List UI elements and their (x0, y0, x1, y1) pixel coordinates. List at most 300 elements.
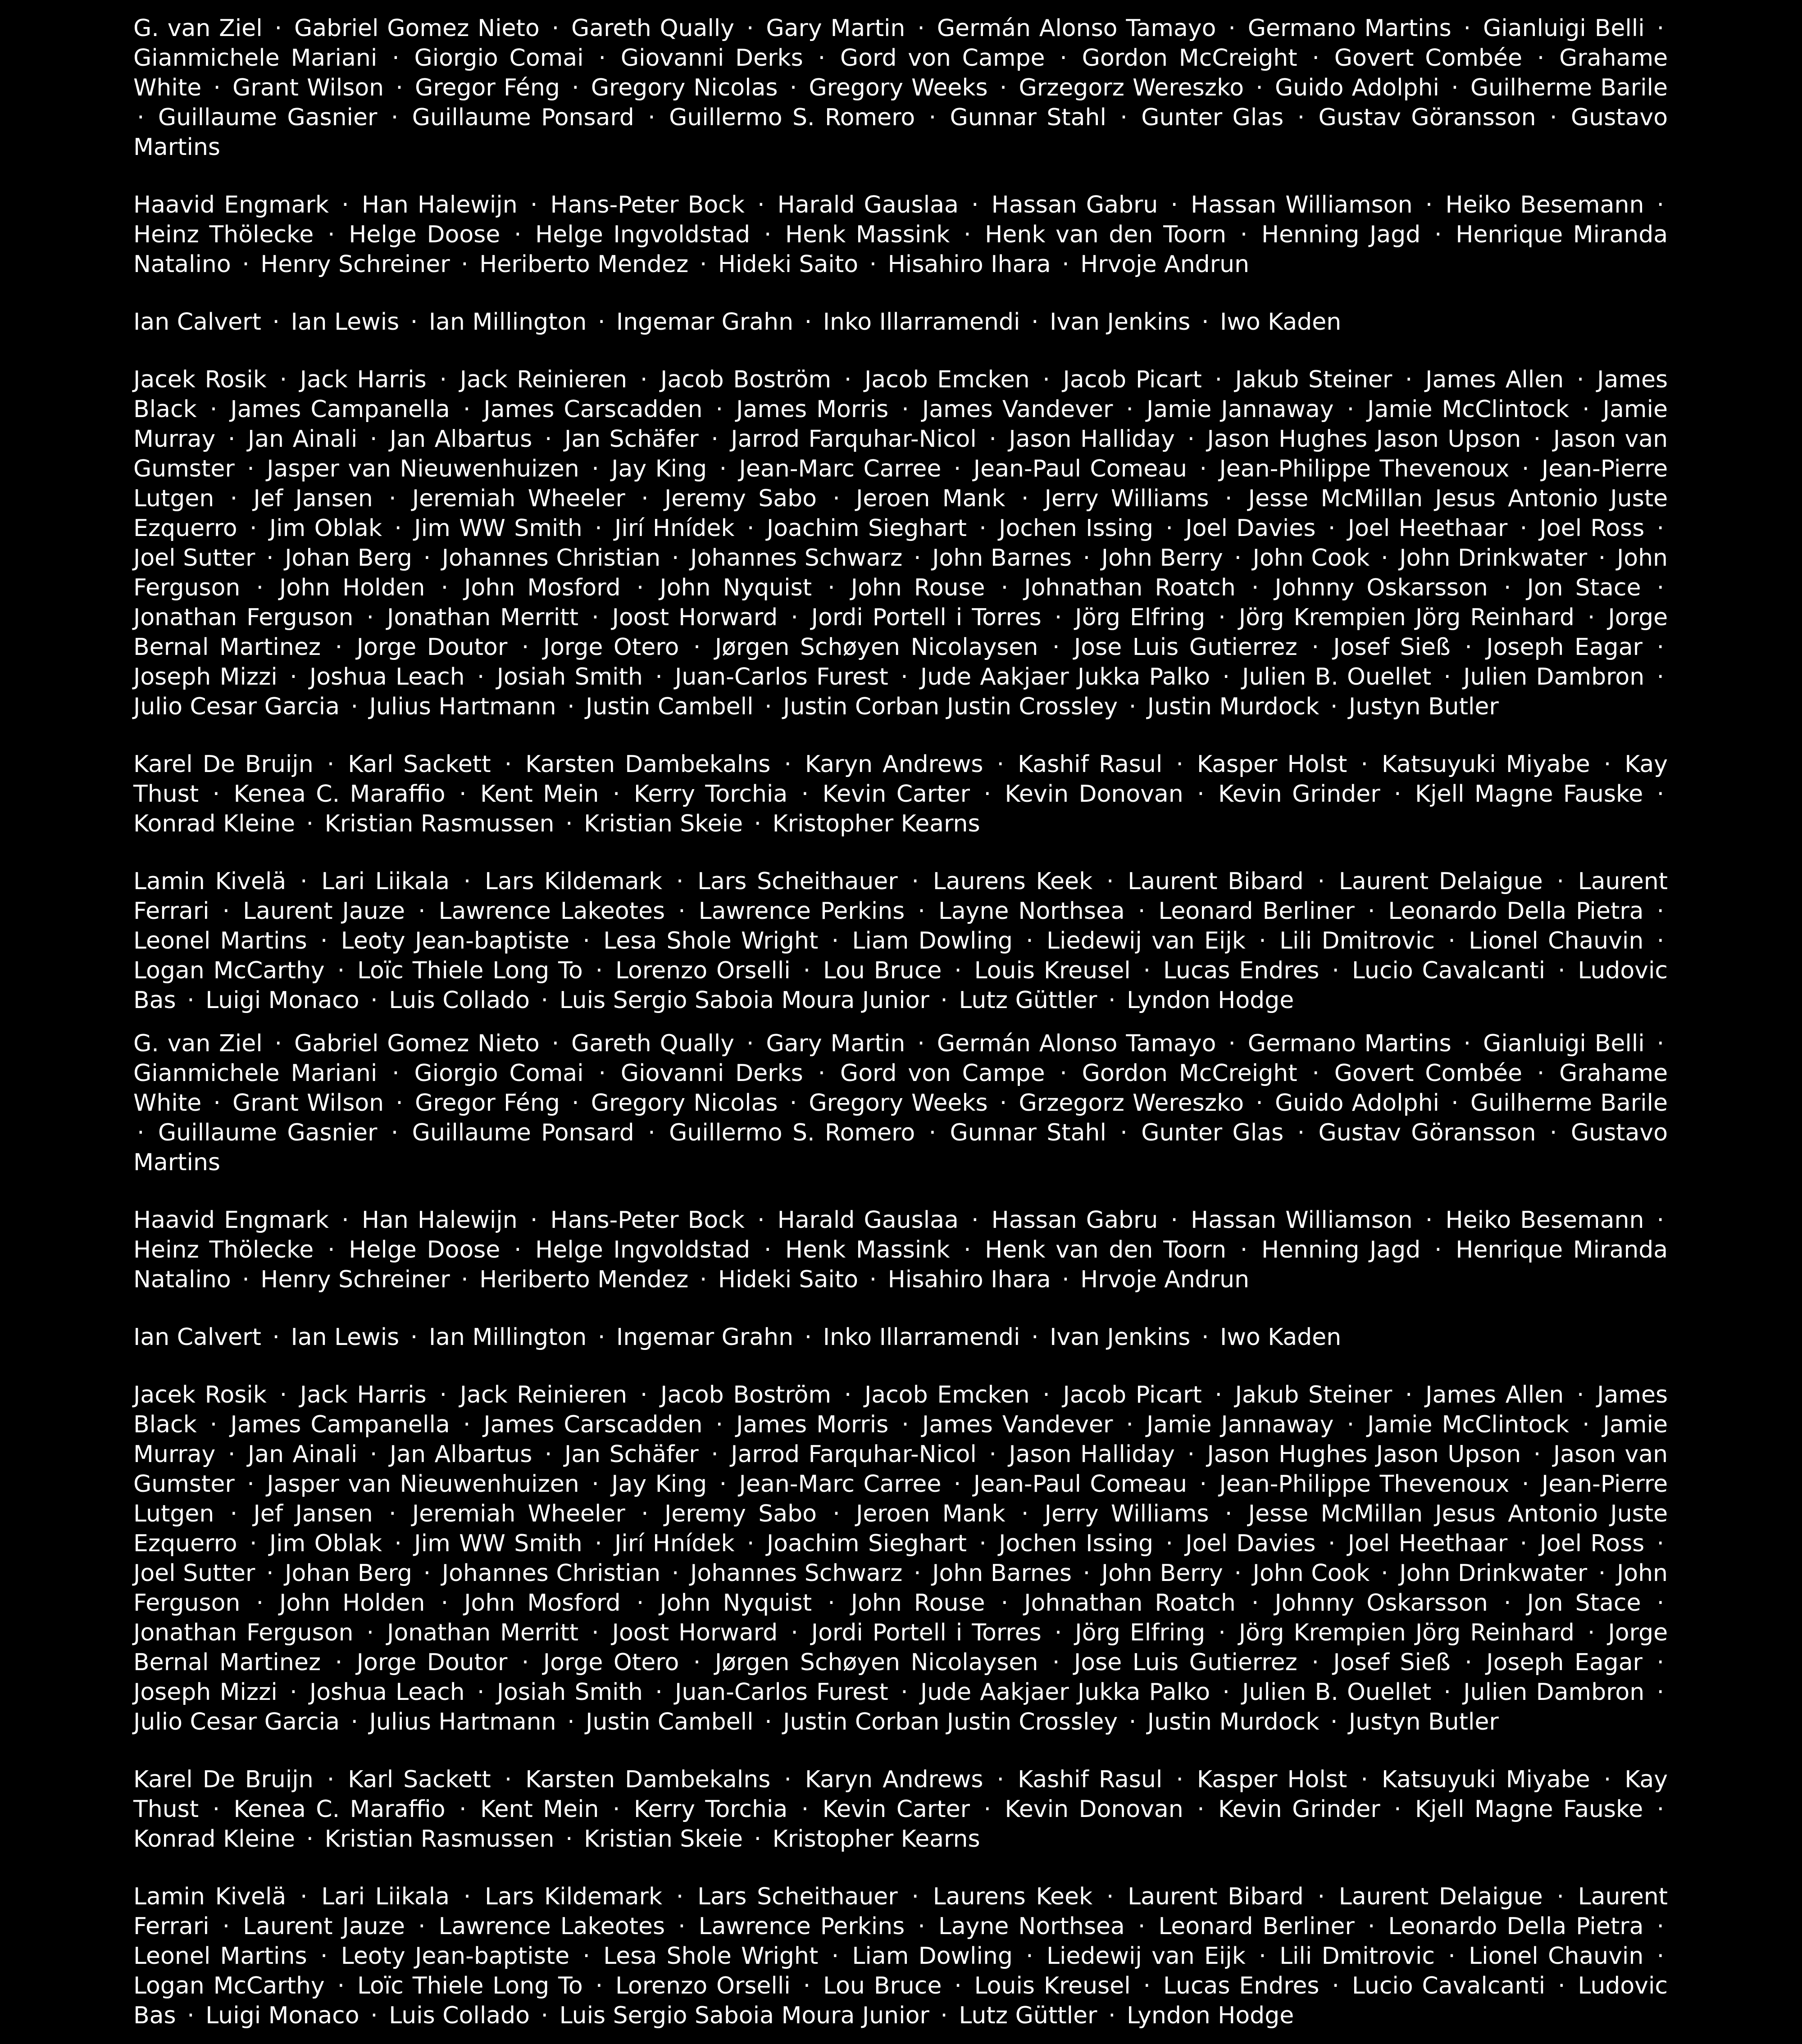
contributor-name: James Campanella (230, 1411, 450, 1438)
contributor-name: Gianluigi Belli (1483, 15, 1645, 42)
contributor-name: Jörg Krempien Jörg Reinhard (1238, 604, 1574, 631)
contributor-name: Lorenzo Orselli (615, 1972, 791, 1999)
contributor-name: Layne Northsea (938, 898, 1125, 925)
contributor-name: Louis Kreusel (974, 957, 1131, 984)
contributor-name: Guillermo S. Romero (669, 1119, 915, 1146)
contributor-name: Ian Millington (428, 309, 587, 336)
separator-dot: · (279, 1381, 287, 1408)
separator-dot: · (1332, 1972, 1339, 1999)
separator-dot: · (230, 1500, 238, 1527)
separator-dot: · (1108, 2002, 1116, 2029)
contributor-name: Lesa Shole Wright (603, 1943, 819, 1970)
contributor-name: Laurent Jauze (243, 898, 405, 925)
separator-dot: · (655, 1679, 663, 1706)
contributor-name: Jeremiah Wheeler (412, 485, 625, 512)
contributor-name: Jeremy Sabo (664, 1500, 817, 1527)
separator-dot: · (911, 868, 919, 895)
contributor-name: John Mosford (464, 574, 621, 601)
contributor-name: John Cook (1252, 545, 1370, 572)
separator-dot: · (964, 221, 971, 248)
contributor-name: Jason Hughes Jason Upson (1207, 426, 1521, 453)
separator-dot: · (754, 1826, 762, 1853)
contributor-name: Julius Hartmann (369, 1708, 556, 1735)
separator-dot: · (1224, 485, 1233, 512)
contributor-name: Jorge Doutor (356, 1649, 508, 1676)
contributor-name: Jean-Paul Comeau (973, 1471, 1188, 1498)
contributor-name: Jacob Boström (660, 1381, 832, 1408)
separator-dot: · (350, 693, 359, 720)
separator-dot: · (1222, 1679, 1230, 1706)
contributor-name: Jim Oblak (269, 1530, 382, 1557)
contributor-name: Jamie McClintock (1367, 396, 1570, 423)
separator-dot: · (249, 1530, 257, 1557)
separator-dot: · (1520, 515, 1528, 542)
separator-dot: · (989, 1441, 997, 1468)
separator-dot: · (242, 1266, 250, 1293)
contributor-name: Laurent Bibard (1128, 868, 1304, 895)
separator-dot: · (746, 15, 754, 42)
contributor-name: James Carscadden (483, 396, 703, 423)
separator-dot: · (423, 1560, 431, 1587)
credits-section-h (133, 1205, 1668, 1295)
separator-dot: · (463, 1411, 471, 1438)
separator-dot: · (1197, 781, 1205, 808)
contributor-name: Gregory Nicolas (591, 1090, 778, 1117)
contributor-name: Ian Lewis (291, 309, 400, 336)
separator-dot: · (983, 1796, 991, 1823)
separator-dot: · (1129, 1708, 1137, 1735)
contributor-name: Hassan Williamson (1191, 191, 1413, 218)
separator-dot: · (394, 515, 402, 542)
separator-dot: · (256, 1590, 264, 1617)
contributor-name: Kerry Torchia (633, 1796, 788, 1823)
contributor-name: Liam Dowling (852, 1943, 1013, 1970)
separator-dot: · (801, 1796, 809, 1823)
separator-dot: · (636, 574, 644, 601)
contributor-name: Haavid Engmark (133, 191, 329, 218)
separator-dot: · (459, 781, 467, 808)
contributor-name: Jasper van Nieuwenhuizen (267, 455, 579, 482)
contributor-name: Hideki Saito (718, 1266, 859, 1293)
separator-dot: · (279, 366, 287, 393)
contributor-name: Guilherme Barile (1470, 74, 1668, 101)
separator-dot: · (989, 426, 997, 453)
separator-dot: · (1259, 927, 1266, 954)
contributor-name: Giovanni Derks (620, 45, 803, 72)
contributor-name: Ian Calvert (133, 1324, 261, 1351)
contributor-name: Juan-Carlos Furest (675, 663, 888, 690)
contributor-name: Jason van Gumster (133, 1441, 1668, 1498)
contributor-name: Jon Stace (1527, 1590, 1641, 1617)
separator-dot: · (784, 1766, 792, 1793)
contributor-name: Johnathan Roatch (1024, 574, 1236, 601)
contributor-name: John Ferguson (133, 545, 1668, 601)
contributor-name: Luis Collado (389, 987, 530, 1014)
separator-dot: · (1405, 366, 1413, 393)
contributor-name: Jay King (611, 455, 707, 482)
contributor-name: Ludovic Bas (133, 1972, 1668, 2029)
separator-dot: · (918, 898, 925, 925)
separator-dot: · (521, 634, 529, 661)
separator-dot: · (514, 221, 522, 248)
contributor-name: Haavid Engmark (133, 1207, 329, 1234)
separator-dot: · (791, 604, 798, 631)
contributor-name: Hisahiro Ihara (887, 251, 1051, 278)
separator-dot: · (320, 1943, 328, 1970)
separator-dot: · (746, 515, 755, 542)
separator-dot: · (1598, 545, 1606, 572)
separator-dot: · (441, 574, 449, 601)
separator-dot: · (504, 1766, 512, 1793)
separator-dot: · (1656, 1530, 1665, 1557)
separator-dot: · (1656, 1796, 1665, 1823)
separator-dot: · (833, 485, 840, 512)
separator-dot: · (1062, 251, 1069, 278)
separator-dot: · (1126, 1411, 1133, 1438)
contributor-name: Jerry Williams (1044, 1500, 1209, 1527)
contributor-name: Gordon McCreight (1082, 1060, 1297, 1087)
contributor-name: Jean-Marc Carree (739, 455, 942, 482)
separator-dot: · (1537, 1060, 1545, 1087)
separator-dot: · (290, 663, 297, 690)
separator-dot: · (1557, 957, 1565, 984)
contributor-name: Julio Cesar Garcia (133, 693, 340, 720)
contributor-name: Lou Bruce (823, 957, 942, 984)
separator-dot: · (1394, 781, 1402, 808)
credits-section-i (133, 307, 1668, 337)
separator-dot: · (222, 898, 230, 925)
separator-dot: · (1465, 634, 1472, 661)
contributor-name: James Vandever (922, 1411, 1113, 1438)
separator-dot: · (1170, 191, 1178, 218)
separator-dot: · (551, 15, 560, 42)
contributor-name: Hans-Peter Bock (550, 1207, 745, 1234)
separator-dot: · (396, 74, 403, 101)
contributor-name: Karyn Andrews (805, 1766, 983, 1793)
contributor-name: Jean-Paul Comeau (973, 455, 1188, 482)
contributor-name: Jochen Issing (999, 1530, 1154, 1557)
separator-dot: · (274, 15, 282, 42)
separator-dot: · (544, 426, 552, 453)
separator-dot: · (818, 45, 826, 72)
separator-dot: · (1120, 1119, 1128, 1146)
separator-dot: · (612, 1796, 620, 1823)
separator-dot: · (1138, 898, 1146, 925)
separator-dot: · (711, 1441, 719, 1468)
separator-dot: · (901, 663, 908, 690)
separator-dot: · (327, 751, 335, 778)
contributor-name: Harald Gauslaa (777, 191, 959, 218)
separator-dot: · (137, 1119, 145, 1146)
separator-dot: · (391, 104, 399, 131)
contributor-name: Gordon McCreight (1082, 45, 1297, 72)
contributor-name: Louis Kreusel (974, 1972, 1131, 1999)
separator-dot: · (595, 515, 602, 542)
contributor-name: Jean-Pierre Lutgen (133, 1471, 1668, 1527)
contributor-name: Gregory Weeks (809, 74, 988, 101)
contributor-name: Jeremiah Wheeler (412, 1500, 625, 1527)
separator-dot: · (567, 693, 575, 720)
contributor-name: Johannes Christian (441, 545, 661, 572)
separator-dot: · (247, 455, 255, 482)
contributor-name: Joachim Sieghart (766, 515, 967, 542)
contributor-name: John Nyquist (660, 574, 812, 601)
separator-dot: · (1656, 515, 1665, 542)
contributor-name: Lars Scheithauer (697, 868, 898, 895)
contributor-name: Jef Jansen (253, 485, 373, 512)
contributor-name: John Holden (279, 574, 425, 601)
contributor-name: Joel Davies (1185, 1530, 1316, 1557)
credits-section-g (133, 1029, 1668, 1177)
contributor-name: Lawrence Perkins (698, 1913, 905, 1940)
separator-dot: · (1521, 1471, 1529, 1498)
contributor-name: Lawrence Lakeotes (438, 1913, 665, 1940)
separator-dot: · (999, 74, 1007, 101)
contributor-name: Henning Jagd (1261, 1236, 1421, 1263)
separator-dot: · (1603, 1766, 1611, 1793)
separator-dot: · (1537, 45, 1545, 72)
separator-dot: · (1582, 1411, 1590, 1438)
separator-dot: · (818, 1060, 826, 1087)
separator-dot: · (1328, 1530, 1336, 1557)
contributor-name: Julien B. Ouellet (1242, 663, 1432, 690)
separator-dot: · (1656, 634, 1664, 661)
separator-dot: · (764, 1708, 772, 1735)
contributor-name: Helge Doose (349, 1236, 501, 1263)
contributor-name: Ian Calvert (133, 309, 261, 336)
contributor-name: Jamie Murray (133, 396, 1668, 453)
separator-dot: · (671, 545, 679, 572)
contributor-name: James Allen (1425, 366, 1564, 393)
contributor-name: Jacob Emcken (864, 366, 1030, 393)
contributor-name: Kevin Donovan (1005, 1796, 1183, 1823)
separator-dot: · (1222, 663, 1230, 690)
contributor-name: Grahame White (133, 45, 1668, 101)
contributor-name: Ingemar Grahn (616, 1324, 794, 1351)
separator-dot: · (1083, 1560, 1091, 1587)
separator-dot: · (463, 868, 471, 895)
separator-dot: · (1228, 15, 1236, 42)
separator-dot: · (1656, 191, 1665, 218)
contributor-name: Gunnar Stahl (950, 1119, 1106, 1146)
separator-dot: · (1367, 898, 1375, 925)
separator-dot: · (1224, 1500, 1233, 1527)
separator-dot: · (754, 810, 762, 837)
contributor-name: John Rouse (851, 1590, 985, 1617)
contributor-name: Kenea C. Maraffio (233, 781, 446, 808)
separator-dot: · (693, 1649, 701, 1676)
separator-dot: · (979, 515, 987, 542)
separator-dot: · (1026, 927, 1033, 954)
contributor-name: G. van Ziel (133, 15, 263, 42)
contributor-name: Grzegorz Wereszko (1019, 74, 1244, 101)
separator-dot: · (504, 751, 512, 778)
separator-dot: · (595, 1530, 602, 1557)
separator-dot: · (1656, 663, 1664, 690)
contributor-name: Karel De Bruijn (133, 751, 314, 778)
separator-dot: · (914, 1560, 921, 1587)
contributor-name: Helge Ingvoldstad (535, 221, 751, 248)
contributor-name: Joachim Sieghart (766, 1530, 967, 1557)
separator-dot: · (228, 1441, 236, 1468)
separator-dot: · (979, 1530, 987, 1557)
contributor-name: Leoty Jean-baptiste (341, 927, 570, 954)
separator-dot: · (1425, 191, 1433, 218)
separator-dot: · (676, 868, 684, 895)
contributor-name: Jude Aakjaer Jukka Palko (920, 1679, 1210, 1706)
contributor-name: Joost Horward (612, 1619, 778, 1646)
contributor-name: Kay Thust (133, 751, 1668, 808)
separator-dot: · (1062, 1266, 1069, 1293)
contributor-name: Joel Ross (1539, 1530, 1645, 1557)
separator-dot: · (209, 1411, 218, 1438)
contributor-name: Gregor Féng (414, 74, 560, 101)
contributor-name: Kenea C. Maraffio (233, 1796, 446, 1823)
separator-dot: · (392, 1060, 400, 1087)
separator-dot: · (1656, 1649, 1664, 1676)
separator-dot: · (1582, 396, 1590, 423)
separator-dot: · (461, 1266, 469, 1293)
contributor-name: Henry Schreiner (260, 251, 450, 278)
separator-dot: · (1425, 1207, 1433, 1234)
contributor-name: Jörg Elfring (1075, 604, 1206, 631)
contributor-name: John Drinkwater (1399, 1560, 1588, 1587)
separator-dot: · (640, 366, 648, 393)
separator-dot: · (1587, 604, 1595, 631)
contributor-name: Hans-Peter Bock (550, 191, 745, 218)
separator-dot: · (655, 663, 663, 690)
contributor-name: Gustav Göransson (1318, 1119, 1536, 1146)
contributor-name: Lionel Chauvin (1469, 927, 1644, 954)
contributor-name: Gord von Campe (840, 1060, 1045, 1087)
separator-dot: · (1021, 485, 1029, 512)
separator-dot: · (1143, 957, 1151, 984)
contributor-name: Kristian Skeie (584, 810, 743, 837)
contributor-name: Jan Schäfer (564, 426, 699, 453)
separator-dot: · (1240, 1236, 1248, 1263)
contributor-name: Jacek Rosik (133, 1381, 267, 1408)
separator-dot: · (1533, 1441, 1541, 1468)
separator-dot: · (1587, 1619, 1595, 1646)
separator-dot: · (1218, 1619, 1226, 1646)
contributor-name: Hrvoje Andrun (1080, 251, 1250, 278)
separator-dot: · (423, 545, 431, 572)
contributor-name: Karyn Andrews (805, 751, 983, 778)
separator-dot: · (266, 1560, 274, 1587)
contributor-name: Jim WW Smith (414, 515, 582, 542)
contributor-name: Justin Cambell (586, 1708, 754, 1735)
separator-dot: · (693, 634, 701, 661)
separator-dot: · (306, 1826, 314, 1853)
contributor-name: Grahame White (133, 1060, 1668, 1117)
separator-dot: · (1503, 574, 1511, 601)
contributor-name: Heriberto Mendez (479, 251, 689, 278)
contributor-name: Justin Murdock (1147, 1708, 1320, 1735)
contributor-name: Kjell Magne Fauske (1415, 1796, 1643, 1823)
contributor-name: Leonardo Della Pietra (1388, 898, 1644, 925)
separator-dot: · (597, 309, 605, 336)
separator-dot: · (764, 693, 772, 720)
separator-dot: · (1656, 1590, 1665, 1617)
separator-dot: · (1259, 1943, 1266, 1970)
separator-dot: · (719, 1471, 727, 1498)
separator-dot: · (1026, 1943, 1033, 1970)
contributor-name: Jorge Otero (543, 634, 679, 661)
contributor-name: Guillaume Gasnier (158, 104, 378, 131)
contributor-name: Gianmichele Mariani (133, 1060, 378, 1087)
separator-dot: · (1256, 1090, 1263, 1117)
separator-dot: · (1463, 1030, 1471, 1057)
separator-dot: · (320, 927, 328, 954)
contributor-name: Joseph Eagar (1486, 634, 1643, 661)
contributor-name: Lionel Chauvin (1469, 1943, 1644, 1970)
contributor-name: Karl Sackett (348, 1766, 491, 1793)
contributor-name: Gary Martin (766, 15, 906, 42)
separator-dot: · (699, 1266, 707, 1293)
contributor-name: Jan Albartus (389, 426, 532, 453)
contributor-name: Jason van Gumster (133, 426, 1668, 482)
contributor-name: Germano Martins (1247, 1030, 1452, 1057)
contributor-name: James Allen (1425, 1381, 1564, 1408)
credits-section-l (133, 867, 1668, 1015)
contributor-name: Ian Millington (428, 1324, 587, 1351)
separator-dot: · (757, 1207, 765, 1234)
contributor-name: Jonathan Merritt (387, 604, 579, 631)
contributor-name: Heriberto Mendez (479, 1266, 689, 1293)
separator-dot: · (1218, 604, 1226, 631)
separator-dot: · (1120, 104, 1128, 131)
contributor-name: Joel Ross (1539, 515, 1645, 542)
contributor-name: Jack Harris (300, 1381, 427, 1408)
separator-dot: · (366, 604, 374, 631)
contributor-name: Heinz Thölecke (133, 221, 314, 248)
separator-dot: · (1199, 455, 1207, 482)
separator-dot: · (1240, 221, 1248, 248)
separator-dot: · (256, 574, 264, 601)
separator-dot: · (565, 1826, 573, 1853)
separator-dot: · (1317, 868, 1325, 895)
contributor-name: Jack Reinieren (460, 366, 628, 393)
separator-dot: · (1361, 751, 1368, 778)
contributor-name: Kevin Donovan (1005, 781, 1183, 808)
contributor-name: John Ferguson (133, 1560, 1668, 1617)
contributor-name: Guillaume Gasnier (158, 1119, 378, 1146)
contributor-name: Justin Murdock (1147, 693, 1320, 720)
contributor-name: Johnny Oskarsson (1274, 1590, 1488, 1617)
contributor-name: Iwo Kaden (1220, 1324, 1342, 1351)
contributor-name: Leonard Berliner (1158, 1913, 1355, 1940)
separator-dot: · (592, 604, 599, 631)
separator-dot: · (1367, 1913, 1375, 1940)
contributor-name: Joel Sutter (133, 1560, 255, 1587)
separator-dot: · (953, 455, 961, 482)
contributor-name: Ivan Jenkins (1050, 1324, 1191, 1351)
contributor-name: Laurent Ferrari (133, 868, 1668, 925)
separator-dot: · (441, 1590, 449, 1617)
separator-dot: · (828, 574, 835, 601)
contributor-name: Gianluigi Belli (1483, 1030, 1645, 1057)
contributor-name: Josef Sieß (1333, 1649, 1451, 1676)
contributor-name: Heiko Besemann (1445, 191, 1644, 218)
contributor-name: Lamin Kivelä (133, 868, 287, 895)
separator-dot: · (804, 1324, 812, 1351)
contributor-name: Inko Illarramendi (823, 1324, 1020, 1351)
contributor-name: Gunnar Stahl (950, 104, 1106, 131)
separator-dot: · (187, 987, 195, 1014)
contributor-name: Jasper van Nieuwenhuizen (267, 1471, 579, 1498)
contributor-name: Luis Collado (389, 2002, 530, 2029)
separator-dot: · (746, 1530, 755, 1557)
